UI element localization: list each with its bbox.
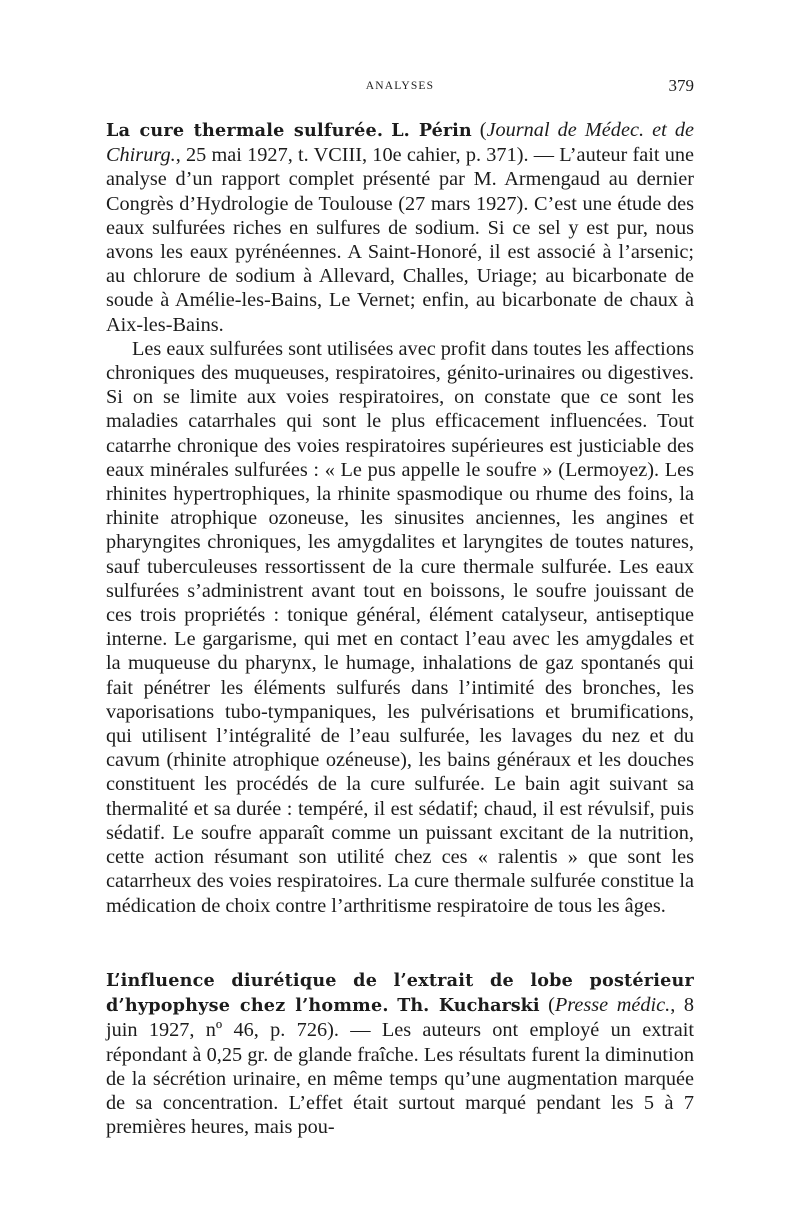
article-author: L. Périn <box>391 120 472 141</box>
running-head: ANALYSES <box>365 80 435 92</box>
article-paragraph: Les eaux sulfurées sont utilisées avec profit dans toutes les affections chroniques des muqueuses, respiratoires, génito-urinaires ou digestives. Si on se limite aux voies respiratoires, on constate que ce sont les maladies catarrhales qui sont le plus efficacement influencées. Tout catarrhe chronique des voies respiratoires supérieures est justiciable des eaux minérales sulfurées : « Le pus appelle le soufre » (Lermoyez). Les rhinites hypertrophiques, la rhinite spasmodique ou rhume des foins, la rhinite atrophique ozoneuse, les sinusites anciennes, les angines et pharyngites chroniques, les amygdalites et laryngites de toutes natures, sauf tuberculeuses ressortissent de la cure thermale sulfurée. Les eaux sulfurées s’administrent avant tout en boissons, le soufre jouissant de ces trois propriétés : tonique général, élément catalyseur, antiseptique interne. Le gargarisme, qui met en contact l’eau avec les amygdales et la muqueuse du pharynx, le humage, inhalations de gaz spontanés qui fait pénétrer les éléments sulfurés dans l’intimité des bronches, les vaporisations tubo-tympaniques, les pulvérisations et brumifications, qui utilisent l’intégralité de l’eau sulfurée, les lavages du nez et du cavum (rhinite atrophique ozéneuse), les bains généraux et les douches constituent les procédés de la cure sulfurée. Le bain agit suivant sa thermalité et sa durée : tempéré, il est sédatif; chaud, il est révulsif, puis sédatif. Le soufre apparaît comme un puissant excitant de la nutrition, cette action résumant son utilité chez ces « ralentis » que sont les catarrheux des voies respiratoires. La cure thermale sulfurée constitue la médication de choix contre l’arthritisme respiratoire de tous les âges. <box>106 337 694 917</box>
reference-details: , 8 juin 1927, nº 46, p. 726). — <box>106 994 695 1042</box>
article-la-cure-thermale <box>106 118 694 918</box>
reference-open: ( <box>539 994 555 1017</box>
page-number: 379 <box>668 76 694 95</box>
journal-name: Journal de Médec. et de Chirurg. <box>106 119 694 167</box>
article-body-text: Les auteurs ont employé un extrait répondant à 0,25 gr. de glande fraîche. Les résultats furent la diminution de la sécrétion urinaire, en même temps qu’une augmentation marquée de sa concentration. L’effet était surtout marqué pendant les 5 à 7 premières heures, mais pou- <box>106 1019 694 1139</box>
page-header <box>106 76 694 98</box>
article-influence-diuretique <box>106 968 694 1139</box>
article-paragraph <box>106 118 694 337</box>
article-body-text: L’auteur fait une analyse d’un rapport complet présenté par M. Armengaud au dernier Congrès d’Hydrologie de Toulouse (27 mars 1927). C’est une étude des eaux sulfurées riches en sulfures de sodium. Si ce sel y est pur, nous avons les eaux pyrénéennes. A Saint-Honoré, il est associé à l’arsenic; au chlorure de sodium à Allevard, Challes, Uriage; au bicarbonate de soude à Amélie-les-Bains, Le Vernet; enfin, au bicarbonate de chaux à Aix-les-Bains. <box>106 144 695 336</box>
reference-open: ( <box>471 119 487 141</box>
article-author: Th. Kucharski <box>397 995 540 1017</box>
journal-name: Presse médic. <box>554 994 671 1017</box>
article-title: La cure thermale sulfurée. <box>106 120 384 141</box>
article-paragraph <box>106 968 694 1139</box>
reference-details: , 25 mai 1927, t. VCIII, 10e cahier, p. 371). — <box>175 144 560 167</box>
article-title: L’influence diurétique de l’extrait de lobe postérieur d’hypophyse chez l’homme. <box>106 970 694 1017</box>
